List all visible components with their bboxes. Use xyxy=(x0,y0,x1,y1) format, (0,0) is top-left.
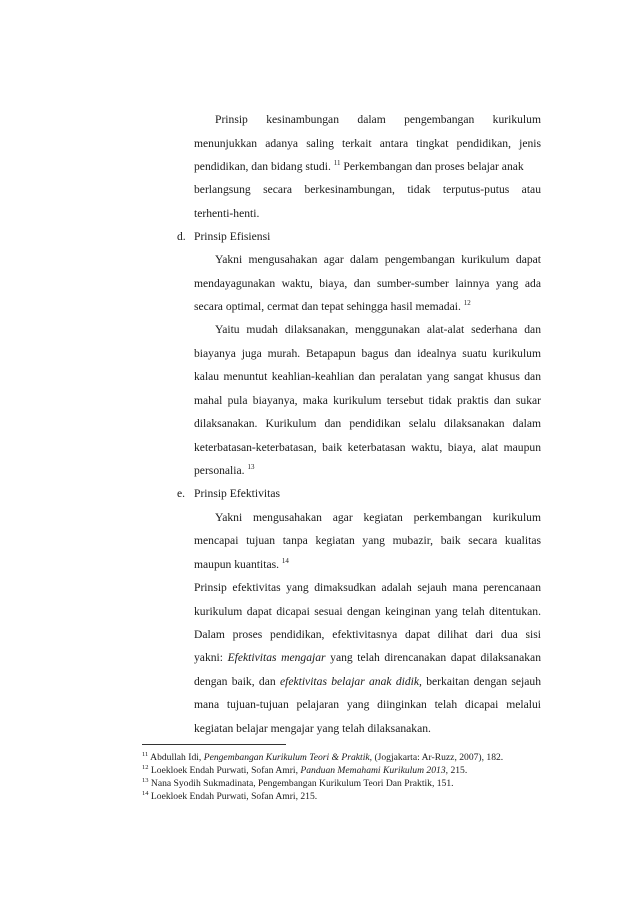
para-line: menunjukkan adanya saling terkait antara tingkat pendidikan, jenis xyxy=(194,137,541,150)
text: Perkembangan dan proses belajar anak xyxy=(343,160,524,173)
text: dengan baik, dan xyxy=(194,675,276,688)
para-line xyxy=(194,651,541,665)
para-line xyxy=(194,300,471,314)
word: pengembangan xyxy=(404,113,475,126)
section-heading: Prinsip Efektivitas xyxy=(194,487,280,500)
section-marker: e. xyxy=(177,487,186,500)
text: Loekloek Endah Purwati, Sofan Amri, 215. xyxy=(150,791,318,802)
para-line: kalau menuntut keahlian-keahlian dan peralatan yang sangat khusus dan xyxy=(194,370,541,383)
para-line: berlangsung secara berkesinambungan, tidak terputus-putus atau xyxy=(194,183,541,196)
text: personalia. xyxy=(194,464,245,477)
text: berkaitan dengan sejauh xyxy=(426,675,542,688)
para-line: dilaksanakan. Kurikulum dan pendidikan selalu dilaksanakan dalam xyxy=(194,417,541,430)
footnote xyxy=(142,791,317,803)
section-marker: d. xyxy=(177,230,186,243)
footnote xyxy=(142,752,503,764)
footnote-ref: 12 xyxy=(463,299,471,308)
footnote-number: 14 xyxy=(142,789,149,797)
para-line xyxy=(194,464,254,478)
para-line: Prinsip efektivitas yang dimaksudkan adalah sejauh mana perencanaan xyxy=(194,581,541,594)
para-line xyxy=(194,160,524,174)
para-line: biayanya juga murah. Betapapun bagus dan idealnya suatu kurikulum xyxy=(194,347,541,360)
para-line: mahal pula biayanya, maka kurikulum tersebut tidak praktis dan sukar xyxy=(194,394,541,407)
para-line: mencapai tujuan tanpa kegiatan yang mubazir, baik secara kualitas xyxy=(194,534,541,547)
text: pendidikan, dan bidang studi. xyxy=(194,160,331,173)
para-line xyxy=(194,675,541,689)
para-line: mana tujuan-tujuan pelajaran yang diinginkan telah dicapai melalui xyxy=(194,698,541,711)
text: Loekloek Endah Purwati, Sofan Amri, xyxy=(150,765,298,776)
footnote-ref: 14 xyxy=(281,557,289,566)
section-heading: Prinsip Efisiensi xyxy=(194,230,271,243)
word: kesinambungan xyxy=(266,113,340,126)
para-line xyxy=(215,113,541,127)
emphasis: Panduan Memahami Kurikulum 2013, xyxy=(300,765,449,776)
text: Abdullah Idi, xyxy=(150,752,202,763)
para-line: Yakni mengusahakan agar kegiatan perkembangan kurikulum xyxy=(215,511,541,524)
footnote-ref: 11 xyxy=(333,159,341,168)
text: yang telah direncanakan dapat dilaksanakan xyxy=(330,651,541,664)
text: Nana Syodih Sukmadinata, Pengembangan Kurikulum Teori Dan Praktik, 151. xyxy=(150,778,454,789)
word: dalam xyxy=(357,113,386,126)
text: maupun kuantitas. xyxy=(194,558,280,571)
para-line: kegiatan belajar mengajar yang telah dilaksanakan. xyxy=(194,722,431,735)
text: secara optimal, cermat dan tepat sehingga hasil memadai. xyxy=(194,300,461,313)
word: Prinsip xyxy=(215,113,248,126)
footnote-ref: 13 xyxy=(247,463,255,472)
para-line: kurikulum dapat dicapai sesuai dengan keinginan yang telah ditentukan. xyxy=(194,605,541,618)
word: kurikulum xyxy=(492,113,541,126)
emphasis: Pengembangan Kurikulum Teori & Praktik xyxy=(203,752,370,763)
para-line: Dalam proses pendidikan, efektivitasnya dapat dilihat dari dua sisi xyxy=(194,628,541,641)
text: yakni: xyxy=(194,651,223,664)
emphasis: efektivitas belajar anak didik, xyxy=(279,675,422,688)
para-line: mendayagunakan waktu, biaya, dan sumber-sumber lainnya yang ada xyxy=(194,277,541,290)
para-line: Yakni mengusahakan agar dalam pengembangan kurikulum dapat xyxy=(215,253,541,266)
para-line: terhenti-henti. xyxy=(194,207,260,220)
footnote xyxy=(142,778,454,790)
para-line xyxy=(194,558,289,572)
para-line: keterbatasan-keterbatasan, baik keterbatasan waktu, biaya, alat maupun xyxy=(194,441,541,454)
footnote xyxy=(142,765,467,777)
text: , (Jogjakarta: Ar-Ruzz, 2007), 182. xyxy=(369,752,504,763)
emphasis: Efektivitas mengajar xyxy=(227,651,326,664)
footnote-number: 11 xyxy=(142,750,149,758)
text: 215. xyxy=(450,765,468,776)
footnote-divider xyxy=(142,744,286,745)
footnote-number: 12 xyxy=(142,763,149,771)
footnote-number: 13 xyxy=(142,776,149,784)
para-line: Yaitu mudah dilaksanakan, menggunakan alat-alat sederhana dan xyxy=(215,323,541,336)
